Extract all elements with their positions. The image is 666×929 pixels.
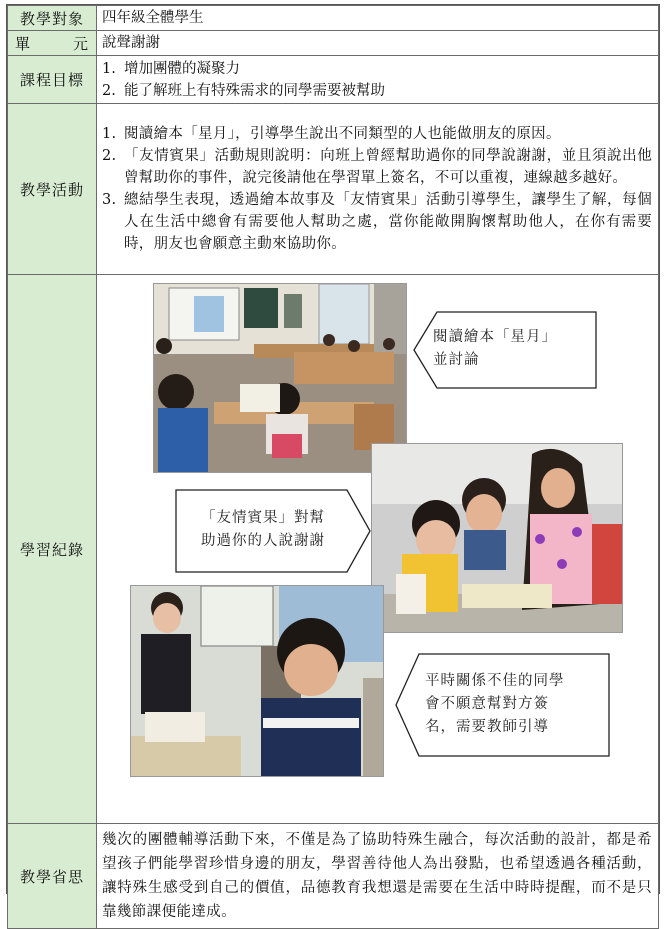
signing-photo bbox=[130, 585, 384, 777]
label-record: 學習紀錄 bbox=[8, 275, 97, 824]
activity-item: 3. 總結學生表現，透過繪本故事及「友情賓果」活動引導學生，讓學生了解，每個人在生活中總會有需要他人幫助之處，當你能敞開胸懷幫助他人，在你有需要時，朋友也會願意主動來協助你。 bbox=[102, 192, 652, 252]
goal-item: 1. 增加團體的凝聚力 bbox=[102, 60, 240, 77]
callout-teacher-guidance bbox=[395, 653, 611, 757]
goal-item: 2. 能了解班上有特殊需求的同學需要被幫助 bbox=[102, 82, 385, 99]
row-unit bbox=[8, 31, 659, 56]
callout-line: 並討論 bbox=[433, 352, 480, 368]
row-reflection bbox=[8, 824, 659, 929]
value-target: 四年級全體學生 bbox=[102, 10, 204, 26]
label-unit bbox=[8, 31, 97, 56]
callout-bingo-thanks bbox=[175, 489, 371, 573]
bingo-activity-photo bbox=[371, 443, 623, 633]
row-goals bbox=[8, 56, 659, 104]
label-reflection: 教學省思 bbox=[8, 824, 97, 929]
reflection-text: 幾次的團體輔導活動下來，不僅是為了協助特殊生融合，每次活動的設計，都是希望孩子們能學習珍惜身邊的朋友，學習善待他人為出發點，也希望透過各種活動，讓特殊生感受到自己的價值，品德教育我想還是需要在生活中時時提醒，而不是只靠幾節課便能達成。 bbox=[102, 832, 652, 920]
callout-line: 平時關係不佳的同學 bbox=[425, 673, 565, 689]
record-area bbox=[97, 275, 658, 823]
callout-read-story bbox=[413, 311, 599, 389]
label-target: 教學對象 bbox=[8, 6, 97, 31]
label-unit-b: 元 bbox=[72, 34, 89, 53]
callout-line: 會不願意幫對方簽 bbox=[425, 696, 549, 712]
row-target bbox=[8, 6, 659, 31]
classroom-reading-photo bbox=[153, 283, 407, 473]
activity-item: 2. 「友情賓果」活動規則說明：向班上曾經幫助過你的同學說謝謝，並且須說出他曾幫助你的事件，說完後請他在學習單上簽名，不可以重複，連線越多越好。 bbox=[102, 148, 652, 186]
label-unit-a: 單 bbox=[15, 34, 32, 53]
row-activities bbox=[8, 104, 659, 275]
label-goals: 課程目標 bbox=[8, 56, 97, 104]
callout-line: 閱讀繪本「星月」 bbox=[433, 329, 557, 345]
activity-item: 1. 閱讀繪本「星月」，引導學生說出不同類型的人也能做朋友的原因。 bbox=[102, 126, 561, 142]
callout-line: 「友情賓果」對幫 bbox=[201, 510, 325, 526]
value-unit: 說聲謝謝 bbox=[102, 35, 160, 51]
callout-line: 名，需要教師引導 bbox=[425, 719, 549, 735]
lesson-table bbox=[7, 5, 659, 929]
lesson-record-sheet bbox=[6, 4, 660, 920]
row-record bbox=[8, 275, 659, 824]
label-activities: 教學活動 bbox=[8, 104, 97, 275]
callout-line: 助過你的人說謝謝 bbox=[201, 533, 325, 549]
